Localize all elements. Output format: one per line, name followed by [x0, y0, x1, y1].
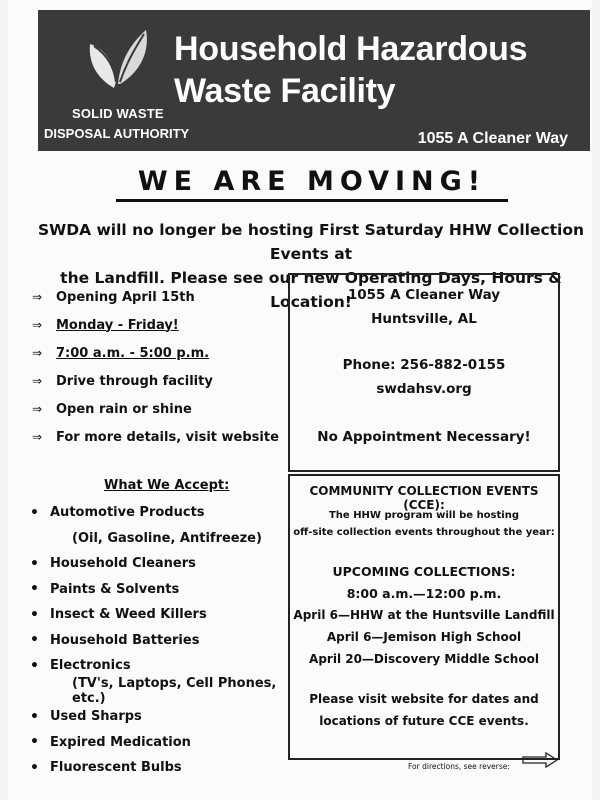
double-arrow-icon: ⇒	[32, 402, 43, 416]
bullet-icon: •	[30, 555, 39, 572]
bullet-icon: •	[30, 734, 39, 751]
list-item: • Expired Medication	[30, 734, 191, 751]
location-address: 1055 A Cleaner Way	[347, 287, 501, 303]
location-note: No Appointment Necessary!	[317, 429, 531, 445]
location-box	[288, 273, 560, 472]
bullet-icon: •	[30, 632, 39, 649]
flyer-page	[8, 0, 592, 800]
cce-time: 8:00 a.m.—12:00 p.m.	[346, 586, 502, 601]
list-item: • Automotive Products	[30, 504, 205, 521]
cce-visit-line1: Please visit website for dates and	[309, 692, 539, 706]
bullet-icon: •	[30, 606, 39, 623]
facility-title-line1: Household Hazardous	[174, 30, 528, 68]
org-name-line2: DISPOSAL AUTHORITY	[44, 126, 190, 141]
double-arrow-icon: ⇒	[32, 346, 43, 360]
double-arrow-icon: ⇒	[32, 290, 43, 304]
intro-line2: the Landfill. Please see our new Operating Days, Hours & Location!	[60, 269, 562, 311]
list-item-detail: (TV's, Laptops, Cell Phones, etc.)	[72, 676, 277, 707]
list-item: • Used Sharps	[30, 708, 142, 725]
cce-desc-line2: off-site collection events throughout the year:	[293, 527, 555, 538]
headline: WE ARE MOVING!	[116, 166, 508, 202]
header-banner	[38, 10, 590, 151]
bullet-icon: •	[30, 581, 39, 598]
location-phone: Phone: 256-882-0155	[342, 357, 506, 373]
list-item: • Electronics	[30, 657, 131, 674]
list-item: ⇒ For more details, visit website	[32, 429, 279, 445]
cce-visit-line2: locations of future CCE events.	[319, 714, 529, 728]
cce-desc-line1: The HHW program will be hosting	[328, 510, 519, 521]
bullet-icon: •	[30, 708, 39, 725]
bullet-icon: •	[30, 504, 39, 521]
double-arrow-icon: ⇒	[32, 430, 43, 444]
directions-note: For directions, see reverse:	[408, 762, 510, 771]
accepted-items-list	[30, 500, 300, 781]
list-item: ⇒ Open rain or shine	[32, 401, 192, 417]
double-arrow-icon: ⇒	[32, 318, 43, 332]
list-item: • Fluorescent Bulbs	[30, 759, 182, 776]
list-item-detail: (Oil, Gasoline, Antifreeze)	[72, 530, 262, 546]
location-city: Huntsville, AL	[371, 311, 477, 327]
list-item: • Household Cleaners	[30, 555, 196, 572]
header-address: 1055 A Cleaner Way	[417, 130, 568, 147]
leaf-logo-icon	[80, 22, 150, 92]
accept-heading: What We Accept:	[104, 478, 230, 493]
right-arrow-icon	[522, 752, 558, 768]
list-item: ⇒ Opening April 15th	[32, 289, 195, 305]
double-arrow-icon: ⇒	[32, 374, 43, 388]
cce-event: April 20—Discovery Middle School	[309, 652, 539, 666]
list-item: ⇒ Drive through facility	[32, 373, 213, 389]
operating-info-list	[32, 283, 282, 451]
list-item: • Insect & Weed Killers	[30, 606, 207, 623]
list-item: • Paints & Solvents	[30, 581, 180, 598]
cce-box	[288, 474, 560, 760]
list-item: ⇒ Monday - Friday!	[32, 317, 179, 333]
list-item: • Household Batteries	[30, 632, 200, 649]
intro-line1: SWDA will no longer be hosting First Saturday HHW Collection Events at	[37, 221, 585, 263]
bullet-icon: •	[30, 759, 39, 776]
list-item: ⇒ 7:00 a.m. - 5:00 p.m.	[32, 345, 210, 361]
org-name-line1: SOLID WASTE	[72, 106, 164, 121]
cce-title: COMMUNITY COLLECTION EVENTS (CCE):	[309, 484, 539, 512]
facility-title-line2: Waste Facility	[174, 72, 396, 110]
bullet-icon: •	[30, 657, 39, 674]
cce-upcoming-heading: UPCOMING COLLECTIONS:	[332, 564, 516, 579]
cce-event: April 6—HHW at the Huntsville Landfill	[293, 608, 555, 622]
cce-event: April 6—Jemison High School	[326, 630, 522, 644]
location-website: swdahsv.org	[376, 381, 472, 397]
